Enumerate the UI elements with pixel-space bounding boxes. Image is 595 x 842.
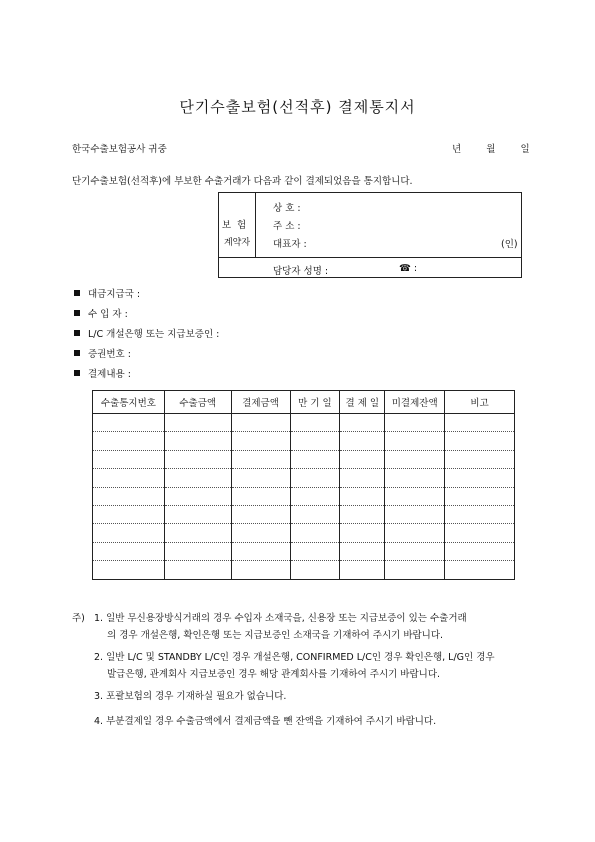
table-cell[interactable]	[164, 450, 231, 468]
table-cell[interactable]	[290, 524, 340, 542]
table-cell[interactable]	[164, 432, 231, 450]
recipient: 한국수출보험공사 귀중	[72, 144, 167, 155]
insured-label-line1: 보험	[221, 220, 253, 231]
table-cell[interactable]	[164, 524, 231, 542]
bullet-payment-country: 대금지급국 :	[74, 286, 140, 300]
table-cell[interactable]	[290, 469, 340, 487]
bullet-lc-bank: L/C 개설은행 또는 지급보증인 :	[74, 326, 219, 340]
manager-name-label: 담당자 성명 :	[273, 266, 329, 277]
col-maturity-date: 만 기 일	[290, 391, 340, 414]
table-cell[interactable]	[164, 542, 231, 560]
table-cell[interactable]	[385, 542, 445, 560]
table-cell[interactable]	[340, 487, 385, 505]
note-item-4: 4. 부분결제일 경우 수출금액에서 결제금액을 뺀 잔액을 기재하여 주시기 바랍니다.	[94, 716, 437, 727]
insured-box-divider	[219, 257, 521, 258]
bullet-settlement-details: 결제내용 :	[74, 366, 131, 380]
square-bullet-icon	[74, 350, 80, 356]
date-fields	[452, 141, 552, 155]
square-bullet-icon	[74, 310, 80, 316]
table-cell[interactable]	[290, 432, 340, 450]
col-export-notice-no: 수출통지번호	[93, 391, 165, 414]
table-cell[interactable]	[340, 450, 385, 468]
table-row	[93, 432, 515, 450]
table-cell[interactable]	[385, 450, 445, 468]
address-label: 주 소 :	[273, 221, 301, 232]
table-cell[interactable]	[445, 561, 515, 579]
table-cell[interactable]	[93, 450, 165, 468]
bullet-importer: 수 입 자 :	[74, 306, 128, 320]
intro-text: 단기수출보험(선적후)에 부보한 수출거래가 다음과 같이 결제되었음을 통지합니다.	[72, 176, 413, 187]
table-cell[interactable]	[385, 469, 445, 487]
table-cell[interactable]	[290, 561, 340, 579]
table-cell[interactable]	[231, 450, 290, 468]
table-cell[interactable]	[93, 487, 165, 505]
table-cell[interactable]	[340, 542, 385, 560]
table-header-row	[93, 391, 515, 414]
table-cell[interactable]	[340, 561, 385, 579]
table-cell[interactable]	[93, 432, 165, 450]
year-label: 년	[452, 144, 462, 155]
insured-box	[218, 192, 522, 278]
note-prefix: 주)	[72, 613, 85, 624]
settlement-table	[92, 390, 515, 580]
table-row	[93, 561, 515, 579]
table-cell[interactable]	[290, 450, 340, 468]
insured-label-cell	[219, 193, 256, 257]
table-cell[interactable]	[93, 469, 165, 487]
square-bullet-icon	[74, 330, 80, 336]
company-name-label: 상 호 :	[273, 203, 301, 214]
table-cell[interactable]	[164, 469, 231, 487]
table-row	[93, 524, 515, 542]
table-cell[interactable]	[445, 450, 515, 468]
square-bullet-icon	[74, 290, 80, 296]
table-cell[interactable]	[290, 505, 340, 523]
table-cell[interactable]	[445, 432, 515, 450]
table-cell[interactable]	[445, 487, 515, 505]
col-remarks: 비고	[445, 391, 515, 414]
table-cell[interactable]	[385, 432, 445, 450]
seal-label: (인)	[501, 239, 518, 250]
table-cell[interactable]	[93, 524, 165, 542]
table-cell[interactable]	[231, 469, 290, 487]
table-cell[interactable]	[231, 487, 290, 505]
table-cell[interactable]	[231, 561, 290, 579]
table-cell[interactable]	[93, 542, 165, 560]
table-cell[interactable]	[445, 542, 515, 560]
table-cell[interactable]	[340, 469, 385, 487]
table-cell[interactable]	[445, 469, 515, 487]
table-cell[interactable]	[340, 414, 385, 432]
table-cell[interactable]	[340, 524, 385, 542]
table-cell[interactable]	[340, 505, 385, 523]
note-item-1-line2: 의 경우 개설은행, 확인은행 또는 지급보증인 소재국을 기재하여 주시기 바랍니다.	[107, 630, 444, 641]
note-item-1: 1. 일반 무신용장방식거래의 경우 수입자 소재국을, 신용장 또는 지급보증이 있는 수출거래	[94, 613, 467, 624]
insured-label-line2: 계약자	[223, 238, 251, 248]
table-row	[93, 505, 515, 523]
phone-label: ☎ :	[399, 263, 418, 274]
table-cell[interactable]	[231, 414, 290, 432]
table-cell[interactable]	[445, 414, 515, 432]
table-row	[93, 487, 515, 505]
table-cell[interactable]	[231, 505, 290, 523]
month-label: 월	[486, 144, 496, 155]
col-export-amount: 수출금액	[164, 391, 231, 414]
col-settlement-date: 결 제 일	[340, 391, 385, 414]
table-cell[interactable]	[231, 432, 290, 450]
table-cell[interactable]	[385, 414, 445, 432]
table-cell[interactable]	[385, 487, 445, 505]
table-cell[interactable]	[290, 414, 340, 432]
day-label: 일	[520, 144, 530, 155]
table-cell[interactable]	[445, 505, 515, 523]
col-unsettled-balance: 미결제잔액	[385, 391, 445, 414]
table-row	[93, 414, 515, 432]
table-cell[interactable]	[93, 414, 165, 432]
table-cell[interactable]	[385, 561, 445, 579]
table-cell[interactable]	[93, 505, 165, 523]
table-cell[interactable]	[93, 561, 165, 579]
table-row	[93, 542, 515, 560]
table-cell[interactable]	[445, 524, 515, 542]
bullet-policy-number: 증권번호 :	[74, 346, 131, 360]
table-cell[interactable]	[385, 524, 445, 542]
note-item-2-line2: 발급은행, 관계회사 지급보증인 경우 해당 관계회사를 기재하여 주시기 바랍니다.	[107, 669, 441, 680]
table-cell[interactable]	[231, 524, 290, 542]
table-cell[interactable]	[164, 414, 231, 432]
table-row	[93, 450, 515, 468]
table-cell[interactable]	[164, 561, 231, 579]
col-settlement-amount: 결제금액	[231, 391, 290, 414]
representative-label: 대표자 :	[273, 239, 307, 250]
document-title: 단기수출보험(선적후) 결제통지서	[179, 98, 416, 116]
square-bullet-icon	[74, 370, 80, 376]
note-item-3: 3. 포괄보험의 경우 기재하실 필요가 없습니다.	[94, 691, 287, 702]
table-cell[interactable]	[385, 505, 445, 523]
table-cell[interactable]	[231, 542, 290, 560]
table-cell[interactable]	[290, 487, 340, 505]
table-cell[interactable]	[290, 542, 340, 560]
table-cell[interactable]	[164, 487, 231, 505]
table-cell[interactable]	[340, 432, 385, 450]
table-row	[93, 469, 515, 487]
table-cell[interactable]	[164, 505, 231, 523]
note-item-2: 2. 일반 L/C 및 STANDBY L/C인 경우 개설은행, CONFIRMED L/C인 경우 확인은행, L/G인 경우	[94, 652, 495, 663]
